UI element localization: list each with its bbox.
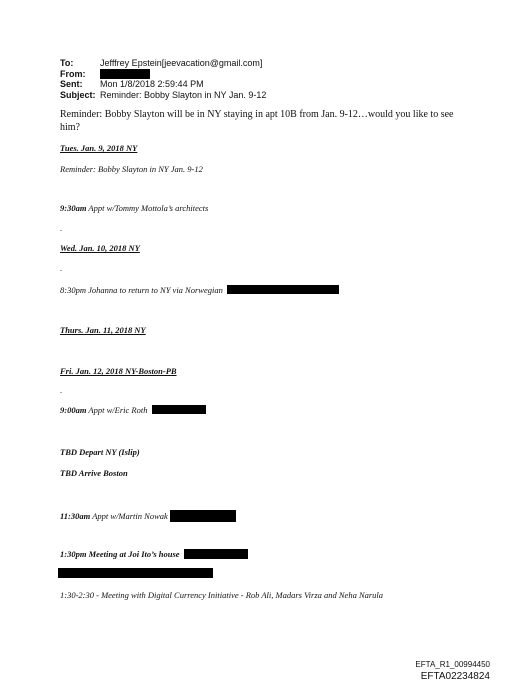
email-body: Reminder: Bobby Slayton will be in NY staying in apt 10B from Jan. 9-12…would you like to see him? bbox=[60, 109, 454, 133]
fri-appt bbox=[60, 405, 206, 415]
nowak-redaction bbox=[170, 510, 236, 522]
subject-row bbox=[60, 90, 266, 101]
sent-row bbox=[60, 79, 266, 90]
fri-header-line bbox=[60, 366, 177, 376]
to-value: Jefffrey Epstein[jeevacation@gmail.com] bbox=[100, 58, 263, 68]
wed-date-header: Wed. Jan. 10, 2018 NY bbox=[60, 243, 140, 253]
wed-header-line bbox=[60, 243, 140, 253]
to-row bbox=[60, 58, 266, 69]
to-label: To: bbox=[60, 58, 74, 68]
arrive-line: TBD Arrive Boston bbox=[60, 468, 128, 478]
bullet-dot: . bbox=[60, 224, 62, 233]
fri-appt-time: 9:00am bbox=[60, 405, 87, 415]
fri-appt-text: Appt w/Eric Roth bbox=[86, 405, 148, 415]
thurs-header-line bbox=[60, 325, 146, 335]
from-redaction bbox=[100, 69, 150, 79]
nowak-appt-text: Appt w/Martin Nowak bbox=[90, 511, 168, 521]
wed-event bbox=[60, 285, 339, 295]
joi-meeting-text: 1:30pm Meeting at Joi Ito’s house bbox=[60, 549, 180, 559]
from-row bbox=[60, 69, 266, 80]
tues-appt-time: 9:30am bbox=[60, 203, 87, 213]
tues-header-line bbox=[60, 143, 137, 153]
address-redaction bbox=[58, 568, 213, 578]
nowak-appt-time: 11:30am bbox=[60, 511, 91, 521]
nowak-appt bbox=[60, 510, 236, 522]
wed-redaction bbox=[227, 285, 339, 294]
subject-value: Reminder: Bobby Slayton in NY Jan. 9-12 bbox=[100, 89, 267, 100]
footer-code-2: EFTA02234824 bbox=[420, 671, 490, 682]
dci-meeting: 1:30-2:30 - Meeting with Digital Currency Initiative - Rob Ali, Madars Virza and Neha Narula bbox=[60, 590, 384, 600]
bullet-dot: . bbox=[60, 386, 62, 395]
email-header bbox=[60, 58, 266, 100]
depart-line: TBD Depart NY (Islip) bbox=[60, 447, 140, 457]
tues-date-header: Tues. Jan. 9, 2018 NY bbox=[60, 143, 138, 153]
subject-label: Subject: bbox=[60, 89, 96, 100]
fri-date-header: Fri. Jan. 12, 2018 NY-Boston-PB bbox=[60, 366, 177, 376]
sent-label: Sent: bbox=[60, 79, 83, 89]
bullet-dot: . bbox=[60, 264, 62, 273]
footer-code-1: EFTA_R1_00994450 bbox=[415, 660, 490, 669]
tues-appt bbox=[60, 203, 208, 213]
thurs-date-header: Thurs. Jan. 11, 2018 NY bbox=[60, 325, 146, 335]
joi-redaction bbox=[184, 549, 248, 559]
sent-value: Mon 1/8/2018 2:59:44 PM bbox=[100, 79, 204, 89]
wed-event-text: 8:30pm Johanna to return to NY via Norwegian bbox=[60, 285, 223, 295]
fri-redaction bbox=[152, 405, 206, 414]
joi-meeting bbox=[60, 549, 248, 559]
tues-appt-text: Appt w/Tommy Mottola’s architects bbox=[86, 203, 209, 213]
from-label: From: bbox=[60, 68, 86, 79]
tues-reminder: Reminder: Bobby Slayton in NY Jan. 9-12 bbox=[60, 164, 203, 174]
